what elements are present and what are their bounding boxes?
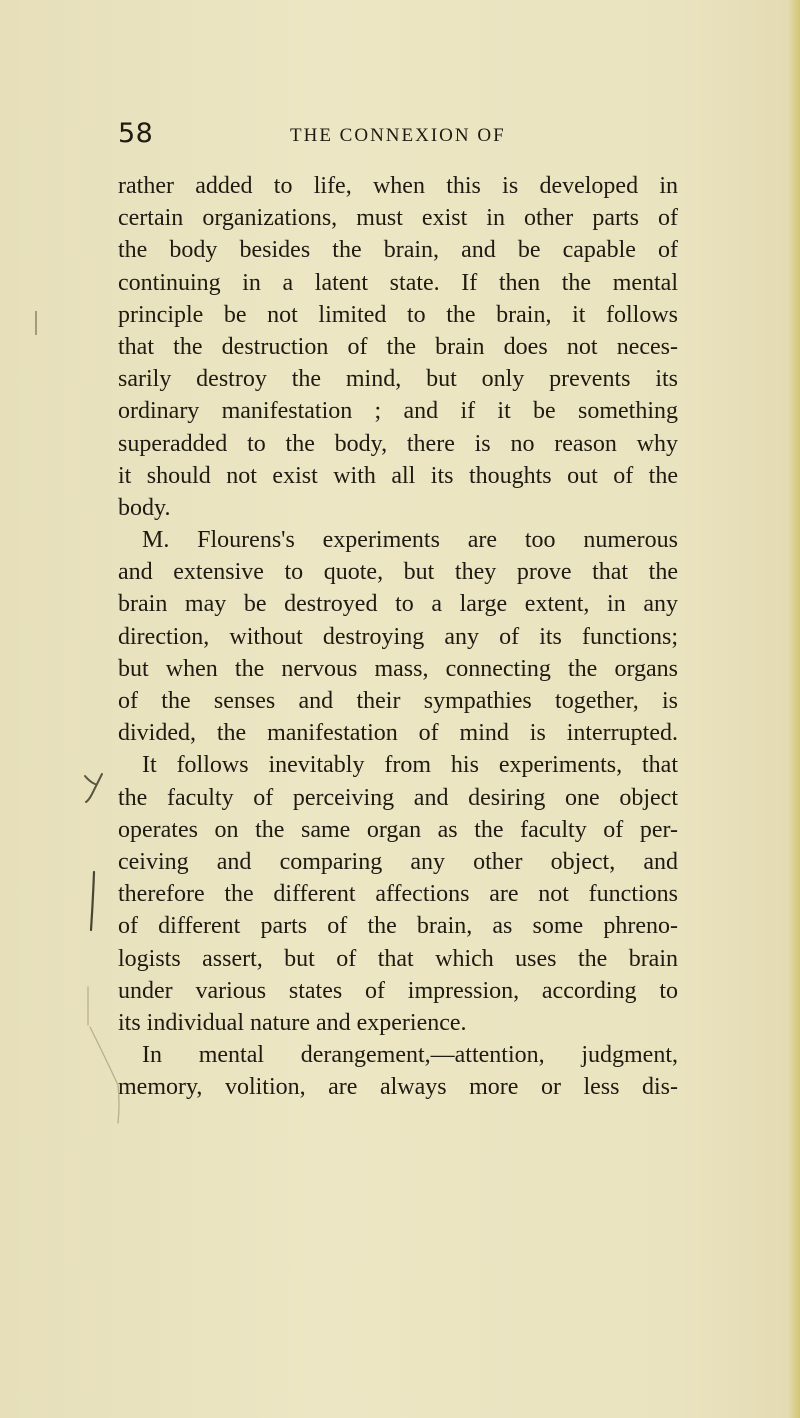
text-line: brain may be destroyed to a large extent, in any [118,591,678,618]
pencil-y-mark-icon [82,770,108,804]
text-line: principle be not limited to the brain, it follows [118,301,678,328]
text-line: but when the nervous mass, connecting the organs [118,655,678,682]
text-line: logists assert, but of that which uses the brain [118,945,678,972]
text-line: of the senses and their sympathies together, is [118,688,678,714]
text-line: ceiving and comparing any other object, and [118,848,678,875]
text-line: In mental derangement,—attention, judgment, [142,1042,678,1069]
text-line: and extensive to quote, but they prove that the [118,559,678,586]
running-head: THE CONNEXION OF [290,125,506,146]
text-line: operates on the same organ as the faculty of per- [118,816,678,843]
text-line: sarily destroy the mind, but only prevents its [118,366,678,393]
text-line: ordinary manifestation ; and if it be something [118,398,678,425]
text-line: the body besides the brain, and be capable of [118,237,678,264]
text-line: the faculty of perceiving and desiring one object [118,784,678,811]
text-line: under various states of impression, according to [118,977,678,1004]
text-line: therefore the different affections are not functions [118,881,678,908]
text-line: direction, without destroying any of its functions; [118,623,678,650]
text-line: It follows inevitably from his experiments, that [142,752,678,779]
text-line: superadded to the body, there is no reason why [118,430,678,457]
page-edge [788,0,800,1418]
margin-tick-icon [34,310,38,336]
page-number: 58 [118,118,154,149]
text-line: body. [118,494,171,521]
text-line: M. Flourens's experiments are too numerous [142,527,678,554]
faint-pencil-mark-icon [84,985,124,1125]
text-line: rather added to life, when this is developed in [118,173,678,199]
page-header [118,118,678,150]
text-line: memory, volition, are always more or less dis- [118,1074,678,1101]
body-text [118,170,678,1103]
text-line: it should not exist with all its thoughts out of the [118,462,678,489]
text-line: divided, the manifestation of mind is interrupted. [118,720,678,747]
text-line: continuing in a latent state. If then the mental [118,269,678,296]
text-line: that the destruction of the brain does not neces- [118,333,678,360]
text-line: of different parts of the brain, as some phreno- [118,913,678,940]
text-line: its individual nature and experience. [118,1009,467,1036]
text-line: certain organizations, must exist in other parts of [118,205,678,232]
pencil-bar-mark-icon [88,870,98,932]
